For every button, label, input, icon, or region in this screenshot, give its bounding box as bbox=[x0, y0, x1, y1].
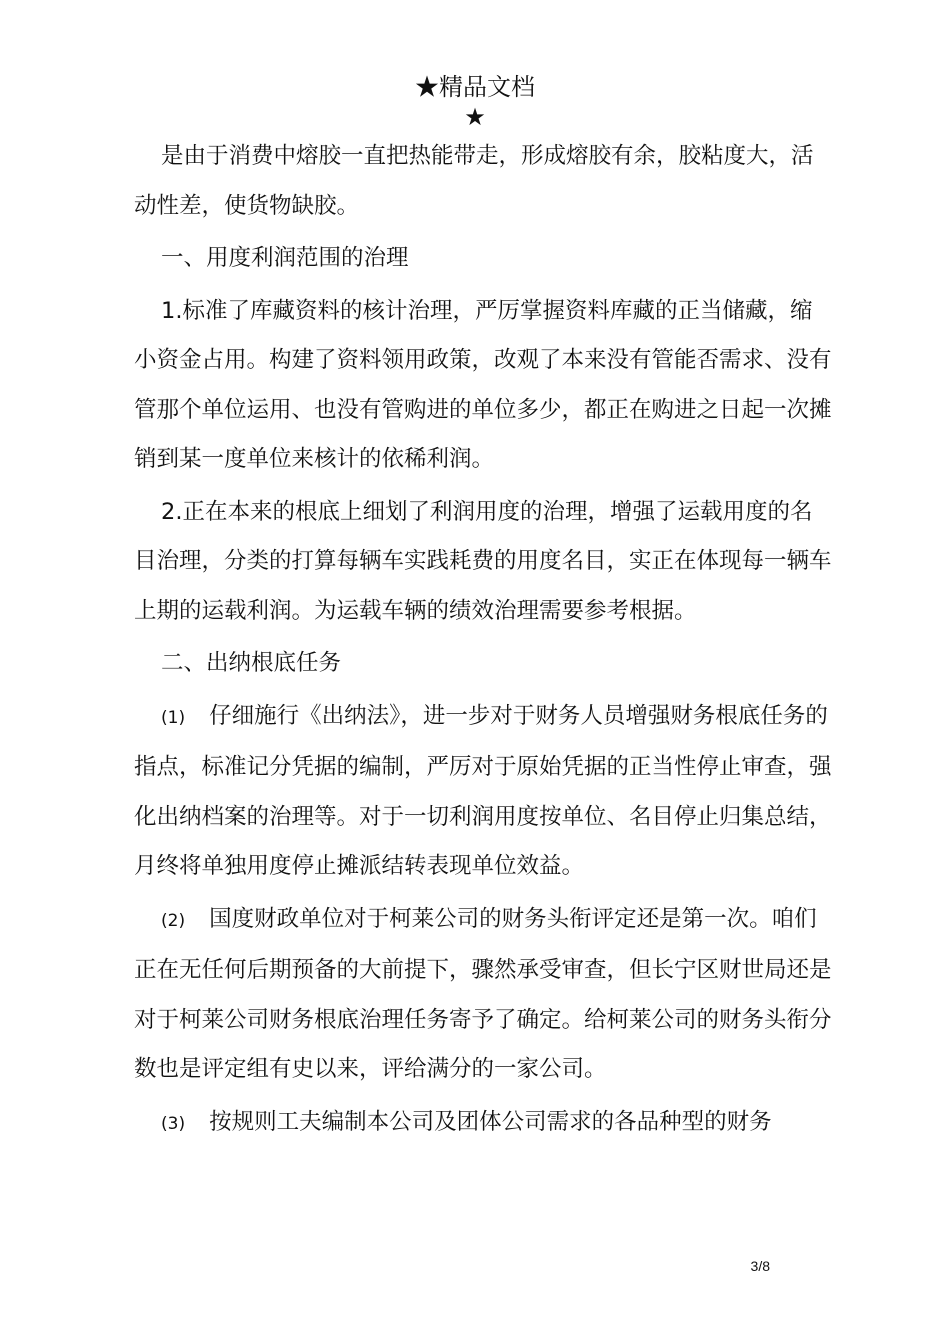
section-heading: 二、出纳根底任务 bbox=[161, 650, 342, 676]
item-text: 国度财政单位对于柯莱公司的财务头衔评定还是第一次。咱们正在无任何后期预备的大前提下，骤然承受审查，但长宁区财世局还是对于柯莱公司财务根底治理任务寄予了确定。给柯莱公司的财务头衔分数也是评定组有史以来，评给满分的一家公司。 bbox=[134, 905, 832, 1082]
header-title: ★精品文档 bbox=[415, 73, 535, 101]
numbered-paragraph bbox=[134, 1098, 834, 1150]
item-number: (1) bbox=[161, 707, 186, 728]
item-text: 按规则工夫编制本公司及团体公司需求的各品种型的财务 bbox=[209, 1108, 772, 1135]
paragraph: 是由于消费中熔胶一直把热能带走，形成熔胶有余，胶粘度大，活动性差，使货物缺胶。 bbox=[134, 143, 814, 219]
document-header bbox=[0, 72, 950, 132]
section-heading: 一、用度利润范围的治理 bbox=[161, 245, 409, 271]
item-text: 仔细施行《出纳法》，进一步对于财务人员增强财务根底任务的指点，标准记分凭据的编制，严厉对于原始凭据的正当性停止审查，强化出纳档案的治理等。对于一切利润用度按单位、名目停止归集总结，月终将单独用度停止摊派结转表现单位效益。 bbox=[134, 702, 832, 879]
document-body bbox=[134, 132, 834, 1152]
header-star: ★ bbox=[464, 103, 486, 131]
paragraph: 2.正在本来的根底上细划了利润用度的治理，增强了运载用度的名目治理，分类的打算每辆车实践耗费的用度名目，实正在体现每一辆车上期的运载利润。为运载车辆的绩效治理需要参考根据。 bbox=[134, 498, 832, 624]
item-number: (3) bbox=[161, 1113, 186, 1134]
page-number: 3/8 bbox=[750, 1258, 770, 1274]
numbered-paragraph bbox=[134, 692, 834, 892]
item-number: (2) bbox=[161, 910, 186, 931]
paragraph: 1.标准了库藏资料的核计治理，严厉掌握资料库藏的正当储藏，缩小资金占用。构建了资料领用政策，改观了本来没有管能否需求、没有管那个单位运用、也没有管购进的单位多少，都正在购进之日起一次摊销到某一度单位来核计的依稀利润。 bbox=[134, 297, 832, 472]
numbered-paragraph bbox=[134, 895, 834, 1095]
